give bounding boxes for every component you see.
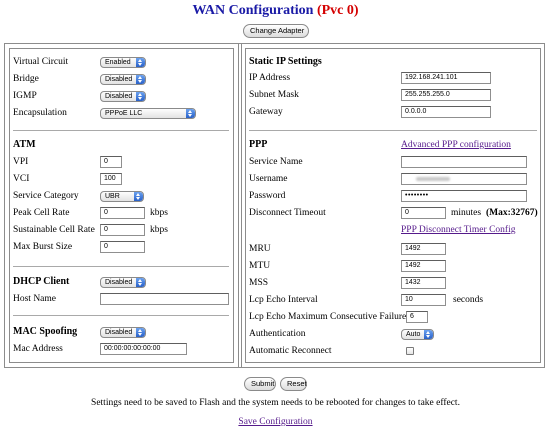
ip-address-label: IP Address: [249, 73, 291, 83]
service-name-input[interactable]: [401, 156, 527, 168]
automatic-reconnect-checkbox[interactable]: [406, 347, 414, 355]
vci-label: VCI: [13, 174, 30, 184]
static-ip-title: Static IP Settings: [249, 56, 322, 67]
page-title-text: WAN Configuration: [192, 3, 314, 18]
lcp-echo-max-failure-label: Lcp Echo Maximum Consecutive Failure: [249, 312, 407, 322]
mac-spoofing-title: MAC Spoofing: [13, 326, 78, 337]
reboot-note: Settings need to be saved to Flash and the system needs to be rebooted for changes to take effect.: [91, 398, 460, 408]
vpi-label: VPI: [13, 157, 29, 167]
select-arrow-icon: [136, 92, 145, 101]
subnet-mask-input[interactable]: 255.255.255.0: [401, 89, 491, 101]
mru-row: [249, 242, 537, 256]
lcp-echo-interval-label: Lcp Echo Interval: [249, 295, 318, 305]
mac-address-label: Mac Address: [13, 344, 63, 354]
authentication-label: Authentication: [249, 329, 306, 339]
mss-row: [249, 276, 537, 290]
virtual-circuit-row: [13, 55, 231, 69]
advanced-ppp-config-link[interactable]: Advanced PPP configuration: [401, 140, 511, 150]
reset-button[interactable]: Reset: [280, 377, 307, 391]
save-configuration-row: [0, 417, 551, 427]
mss-label: MSS: [249, 278, 269, 288]
redacted-blur: [416, 177, 450, 181]
encapsulation-value: PPPoE LLC: [105, 110, 143, 117]
vpi-input[interactable]: 0: [100, 156, 122, 168]
bridge-label: Bridge: [13, 74, 39, 84]
section-divider: [13, 130, 229, 131]
authentication-select[interactable]: [401, 329, 434, 340]
virtual-circuit-value: Enabled: [105, 59, 131, 66]
gateway-input[interactable]: 0.0.0.0: [401, 106, 491, 118]
automatic-reconnect-label: Automatic Reconnect: [249, 346, 332, 356]
encapsulation-row: [13, 106, 231, 120]
vpi-row: [13, 155, 231, 169]
ppp-title: PPP: [249, 139, 268, 150]
service-category-label: Service Category: [13, 191, 79, 201]
username-row: [249, 172, 537, 186]
subnet-mask-label: Subnet Mask: [249, 90, 299, 100]
config-frame: [4, 43, 545, 368]
mss-input[interactable]: 1432: [401, 277, 446, 289]
mac-address-input[interactable]: 00:00:00:00:00:00: [100, 343, 187, 355]
pvc-label: (Pvc 0): [316, 3, 359, 18]
dhcp-client-row: [13, 275, 231, 289]
ppp-disconnect-timer-config-link[interactable]: PPP Disconnect Timer Config: [401, 225, 516, 235]
mac-spoofing-select[interactable]: [100, 327, 146, 338]
submit-button[interactable]: Submit: [244, 377, 276, 391]
ip-address-input[interactable]: 192.168.241.101: [401, 72, 491, 84]
password-input[interactable]: ••••••••: [401, 190, 527, 202]
gateway-label: Gateway: [249, 107, 283, 117]
lcp-echo-max-failure-row: [249, 310, 537, 324]
max-burst-size-label: Max Burst Size: [13, 242, 73, 252]
peak-cell-rate-unit: kbps: [150, 208, 168, 218]
select-arrow-icon: [136, 75, 145, 84]
lcp-echo-interval-input[interactable]: 10: [401, 294, 446, 306]
disconnect-timeout-unit: minutes: [451, 208, 482, 218]
service-name-row: [249, 155, 537, 169]
select-arrow-icon: [134, 192, 143, 201]
encapsulation-select[interactable]: [100, 108, 196, 119]
bridge-value: Disabled: [105, 76, 133, 83]
vci-input[interactable]: 100: [100, 173, 122, 185]
service-category-select[interactable]: [100, 191, 144, 202]
igmp-row: [13, 89, 231, 103]
mac-spoofing-row: [13, 325, 231, 339]
host-name-row: [13, 292, 231, 306]
max-burst-size-input[interactable]: 0: [100, 241, 145, 253]
authentication-value: Auto: [406, 331, 421, 338]
save-configuration-link[interactable]: Save Configuration: [238, 417, 313, 427]
disconnect-timeout-label: Disconnect Timeout: [249, 208, 326, 218]
sustainable-cell-rate-label: Sustainable Cell Rate: [13, 225, 95, 235]
select-arrow-icon: [424, 330, 433, 339]
ip-address-row: [249, 71, 537, 85]
dhcp-client-title: DHCP Client: [13, 276, 70, 287]
adapter-settings-panel: [9, 48, 234, 363]
igmp-label: IGMP: [13, 91, 37, 101]
host-name-input[interactable]: [100, 293, 229, 305]
username-input[interactable]: [401, 173, 527, 185]
mac-spoofing-value: Disabled: [105, 329, 133, 336]
service-name-label: Service Name: [249, 157, 303, 167]
host-name-label: Host Name: [13, 294, 57, 304]
peak-cell-rate-label: Peak Cell Rate: [13, 208, 70, 218]
virtual-circuit-select[interactable]: [100, 57, 146, 68]
atm-section-title: ATM: [13, 139, 36, 150]
frame-divider: [238, 44, 239, 367]
dhcp-client-select[interactable]: [100, 277, 146, 288]
bridge-row: [13, 72, 231, 86]
sustainable-cell-rate-input[interactable]: 0: [100, 224, 145, 236]
disconnect-timeout-row: [249, 206, 537, 220]
sustainable-cell-rate-unit: kbps: [150, 225, 168, 235]
mtu-row: [249, 259, 537, 273]
section-divider: [13, 315, 229, 316]
select-arrow-icon: [136, 58, 145, 67]
mru-label: MRU: [249, 244, 271, 254]
lcp-echo-max-failure-input[interactable]: 6: [406, 311, 428, 323]
frame-divider: [241, 44, 242, 367]
section-divider: [249, 130, 537, 131]
select-arrow-icon: [136, 278, 145, 287]
ip-ppp-settings-panel: [245, 48, 541, 363]
lcp-echo-interval-row: [249, 293, 537, 307]
encapsulation-label: Encapsulation: [13, 108, 67, 118]
virtual-circuit-label: Virtual Circuit: [13, 57, 69, 67]
change-adapter-button[interactable]: Change Adapter: [243, 24, 309, 38]
select-arrow-icon: [186, 109, 195, 118]
mac-address-row: [13, 342, 231, 356]
igmp-value: Disabled: [105, 93, 133, 100]
peak-cell-rate-row: [13, 206, 231, 220]
section-divider: [13, 266, 229, 267]
vci-row: [13, 172, 231, 186]
password-row: [249, 189, 537, 203]
mru-input[interactable]: 1492: [401, 243, 446, 255]
select-arrow-icon: [136, 328, 145, 337]
sustainable-cell-rate-row: [13, 223, 231, 237]
gateway-row: [249, 105, 537, 119]
authentication-row: [249, 327, 537, 341]
disconnect-timeout-input[interactable]: 0: [401, 207, 446, 219]
page-title: [0, 2, 551, 20]
disconnect-timer-link-row: [249, 223, 537, 237]
subnet-mask-row: [249, 88, 537, 102]
username-label: Username: [249, 174, 288, 184]
max-burst-size-row: [13, 240, 231, 254]
service-category-row: [13, 189, 231, 203]
bridge-select[interactable]: [100, 74, 146, 85]
lcp-echo-interval-unit: seconds: [453, 295, 484, 305]
disconnect-timeout-max: (Max:32767): [486, 208, 538, 218]
automatic-reconnect-row: [249, 344, 537, 358]
password-label: Password: [249, 191, 286, 201]
mtu-label: MTU: [249, 261, 271, 271]
dhcp-client-value: Disabled: [105, 279, 133, 286]
igmp-select[interactable]: [100, 91, 146, 102]
peak-cell-rate-input[interactable]: 0: [100, 207, 145, 219]
service-category-value: UBR: [105, 193, 120, 200]
ppp-header-row: [249, 138, 537, 152]
mtu-input[interactable]: 1492: [401, 260, 446, 272]
